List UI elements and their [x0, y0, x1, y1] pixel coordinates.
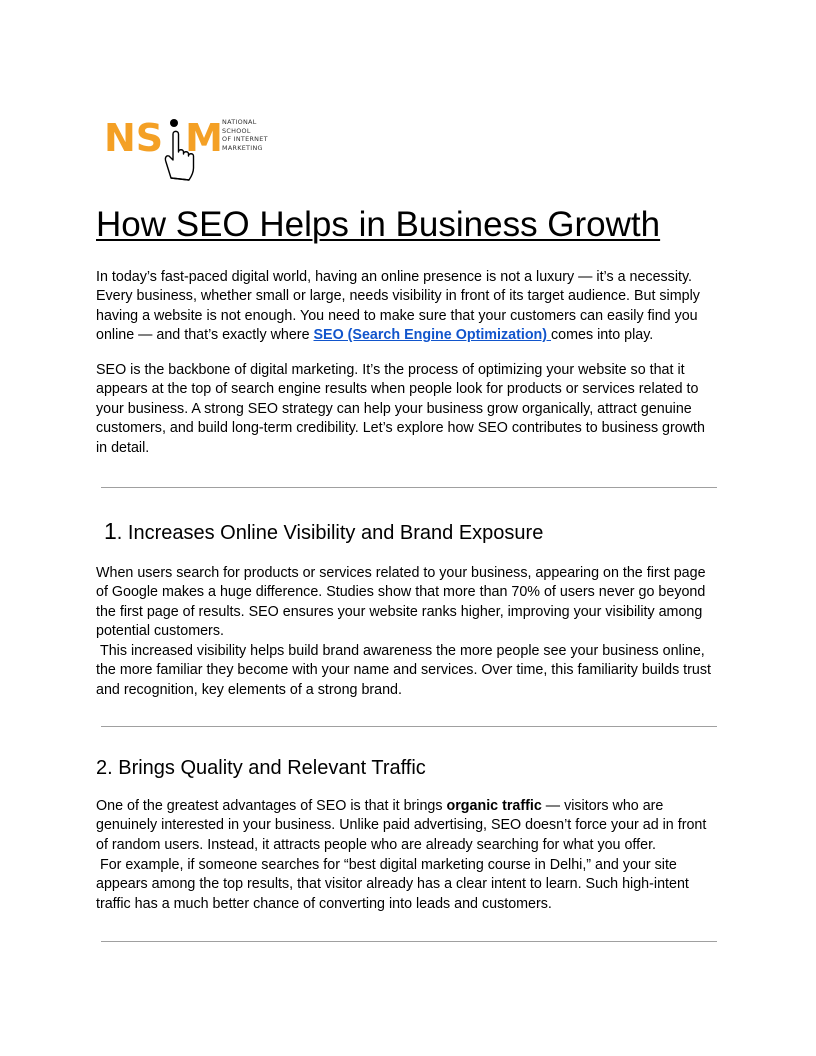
section-1-number: 1: [104, 518, 117, 544]
nsim-logo: [104, 116, 274, 186]
intro-paragraph-1: [96, 268, 720, 346]
logo-tagline-line: SCHOOL: [222, 126, 251, 135]
logo-letters-m: M: [185, 116, 223, 160]
logo-letters-ns: NS: [104, 116, 164, 160]
section-2-heading: 2. Brings Quality and Relevant Traffic: [96, 757, 426, 779]
divider: [101, 487, 717, 488]
section-2-text: One of the greatest advantages of SEO is that it brings: [96, 798, 447, 814]
section-1-paragraph-2: This increased visibility helps build brand awareness the more people see your business online, the more familiar they become with your name and services. Over time, this familiarity builds trust and recognition, key elements of a strong brand.: [96, 643, 715, 698]
logo-tagline-line: NATIONAL: [222, 118, 257, 126]
divider: [101, 726, 717, 727]
pointing-hand-icon: [163, 118, 207, 184]
section-2-paragraph-2: For example, if someone searches for “best digital marketing course in Delhi,” and your site appears among the top results, that visitor already has a clear intent to learn. Such high-intent traffic has a much better chance of converting into leads and customers.: [96, 857, 693, 912]
logo-tagline-line: OF INTERNET: [222, 135, 268, 144]
page-title: How SEO Helps in Business Growth: [96, 205, 661, 244]
section-1-heading-text: . Increases Online Visibility and Brand Exposure: [116, 522, 544, 544]
intro-paragraph-2: SEO is the backbone of digital marketing. It’s the process of optimizing your website so that it appears at the top of search engine results when people look for products or services related to your business. A strong SEO strategy can help your business grow organically, attract genuine customers, and build long-term credibility. Let’s explore how SEO contributes to business growth in detail.: [96, 362, 705, 456]
section-1-heading: [104, 518, 543, 546]
section-2-text-cont: — visitors who are genuinely interested in your business. Unlike paid advertising, SEO doesn’t force your ad in front of random users. Instead, it attracts people who are already searching for what you offer.: [96, 798, 707, 853]
intro-text: In today’s fast-paced digital world, having an online presence is not a luxury — it’s a necessity. Every business, whether small or large, needs visibility in front of its target audience. But simply having a website is not enough. You need to make sure that your customers can easily find you online — and that’s exactly where: [96, 269, 700, 344]
divider: [101, 941, 717, 942]
organic-traffic-bold: organic traffic: [446, 798, 542, 814]
seo-link[interactable]: SEO (Search Engine Optimization): [313, 327, 552, 344]
section-1-paragraph-1: When users search for products or services related to your business, appearing on the first page of Google makes a huge difference. Studies show that more than 70% of users never go beyond the first page of results. SEO ensures your website ranks higher, improving your visibility among potential customers.: [96, 565, 706, 640]
intro-text-end: comes into play.: [551, 327, 654, 344]
section-2-paragraph-1: [96, 797, 720, 855]
logo-tagline-line: MARKETING: [222, 143, 263, 152]
logo-tagline: [222, 118, 268, 152]
